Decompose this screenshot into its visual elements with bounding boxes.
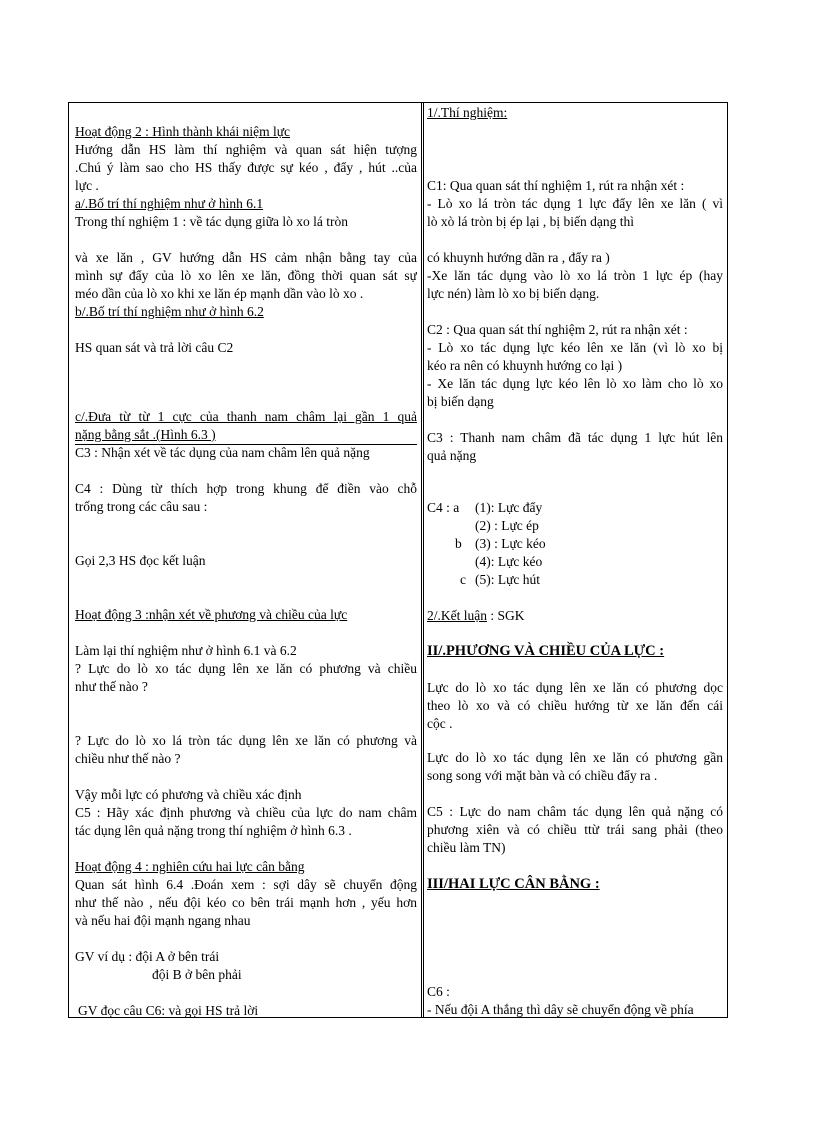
text-line: C1: Qua quan sát thí nghiệm 1, rút ra nhận xét : xyxy=(427,178,685,193)
text-line: C3 : Nhận xét về tác dụng của nam châm lên quả nặng xyxy=(75,445,370,460)
c4-c-label: c xyxy=(460,572,466,587)
section-c-heading-cont: nặng bằng sắt .(Hình 6.3 ) xyxy=(75,427,216,442)
text-line: bị biến dạng xyxy=(427,394,494,409)
text-line: - Lò xo tác dụng lực kéo lên xe lăn (vì lò xo bị xyxy=(427,340,723,355)
text-line: lực . xyxy=(75,178,99,193)
text-line: như thế nào , nếu đội kéo co bên trái mạnh hơn , yếu hơn xyxy=(75,895,417,910)
column-divider xyxy=(421,103,424,1017)
text-line: C5 : Hãy xác định phương và chiều của lực do nam châm xyxy=(75,805,417,820)
c4-b-label: b xyxy=(455,536,462,551)
experiment-heading: 1/.Thí nghiệm: xyxy=(427,105,508,120)
text-line: lực nén) làm lò xo bị biến dạng. xyxy=(427,286,600,301)
conclusion-value: : SGK xyxy=(487,608,525,623)
section-3-heading: III/HAI LỰC CÂN BẰNG : xyxy=(427,876,600,892)
text-line: Gọi 2,3 HS đọc kết luận xyxy=(75,553,206,568)
text-line: mình sự đẩy của lò xo lên xe lăn, đồng thời quan sát sự xyxy=(75,268,417,283)
text-line: song song với mặt bàn và có chiều đẩy ra . xyxy=(427,768,658,783)
activity-2-title: Hoạt động 2 : Hình thành khái niệm lực xyxy=(75,124,291,139)
c4-answer-5: (5): Lực hút xyxy=(475,572,541,587)
activity-3-title: Hoạt động 3 :nhận xét về phương và chiều của lực xyxy=(75,607,348,622)
text-line: C3 : Thanh nam châm đã tác dụng 1 lực hút lên xyxy=(427,430,723,445)
text-line: méo dần của lò xo khi xe lăn ép mạnh dần vào lò xo . xyxy=(75,286,364,301)
text-line: GV ví dụ : đội A ở bên trái xyxy=(75,949,220,964)
text-line: Quan sát hình 6.4 .Đoán xem : sợi dây sẽ chuyển động xyxy=(75,877,417,892)
section-2-heading: II/.PHƯƠNG VÀ CHIỀU CỦA LỰC : xyxy=(427,643,665,659)
text-line: và xe lăn , GV hướng dẫn HS cảm nhận bằng tay của xyxy=(75,250,417,265)
text-line: lò xò lá tròn bị ép lại , bị biến dạng thì xyxy=(427,214,634,229)
text-line: C4 : Dùng từ thích hợp trong khung để điền vào chỗ xyxy=(75,481,417,496)
text-line: C5 : Lực do nam châm tác dụng lên quả nặng có xyxy=(427,804,723,819)
activity-4-title: Hoạt động 4 : nghiên cứu hai lực cân bằng xyxy=(75,859,305,874)
text-line: Làm lại thí nghiệm như ở hình 6.1 và 6.2 xyxy=(75,643,297,658)
text-line: C6 : xyxy=(427,984,450,999)
text-line: C2 : Qua quan sát thí nghiệm 2, rút ra nhận xét : xyxy=(427,322,688,337)
text-line: chiều như thế nào ? xyxy=(75,751,181,766)
lesson-table xyxy=(68,102,728,1018)
text-line: Trong thí nghiệm 1 : về tác dụng giữa lò xo lá tròn xyxy=(75,214,349,229)
c4-a-label: C4 : a xyxy=(427,500,460,515)
text-line: Lực do lò xo tác dụng lên xe lăn có phương gần xyxy=(427,750,723,765)
text-line: tác dụng lên quả nặng trong thí nghiệm ở hình 6.3 . xyxy=(75,823,352,838)
section-b-heading: b/.Bố trí thí nghiệm như ở hình 6.2 xyxy=(75,304,264,319)
text-line: ? Lực do lò xo lá tròn tác dụng lên xe lăn có phương và xyxy=(75,733,417,748)
content-column xyxy=(427,103,723,1017)
c4-answer-1: (1): Lực đẩy xyxy=(475,500,543,515)
text-line: ? Lực do lò xo tác dụng lên xe lăn có phương và chiều xyxy=(75,661,417,676)
text-line: GV đọc câu C6: và gọi HS trả lời xyxy=(78,1003,259,1017)
text-line: Vậy mỗi lực có phương và chiều xác định xyxy=(75,787,302,802)
text-line: HS quan sát và trả lời câu C2 xyxy=(75,340,234,355)
section-c-heading: c/.Đưa từ từ 1 cực của thanh nam châm lại gần 1 quả xyxy=(75,409,417,424)
text-line: chiều làm TN) xyxy=(427,840,506,855)
c4-answer-3: (3) : Lực kéo xyxy=(475,536,546,551)
text-line: Lực do lò xo tác dụng lên xe lăn có phương dọc xyxy=(427,680,723,695)
text-line: quả nặng xyxy=(427,448,477,463)
conclusion-label: 2/.Kết luận xyxy=(427,608,487,623)
text-line: - Nếu đội A thắng thì dây sẽ chuyển động về phía xyxy=(427,1002,694,1017)
text-line: và nếu hai đội mạnh ngang nhau xyxy=(75,913,251,928)
conclusion-line xyxy=(427,607,723,625)
c4-answer-4: (4): Lực kéo xyxy=(475,554,543,569)
text-line: có khuynh hướng dãn ra , đẩy ra ) xyxy=(427,250,610,265)
text-line: - Lò xo lá tròn tác dụng 1 lực đẩy lên xe lăn ( vì xyxy=(427,196,723,211)
text-line: như thế nào ? xyxy=(75,679,148,694)
c4-answer-2: (2) : Lực ép xyxy=(475,518,539,533)
text-line: kéo ra nên có khuynh hướng co lại ) xyxy=(427,358,623,373)
section-a-heading: a/.Bố trí thí nghiệm như ở hình 6.1 xyxy=(75,196,264,211)
text-line: - Xe lăn tác dụng lực kéo lên lò xo làm cho lò xo xyxy=(427,376,723,391)
text-line: -Xe lăn tác dụng vào lò xo lá tròn 1 lực ép (hay xyxy=(427,268,723,283)
text-line: trống trong các câu sau : xyxy=(75,499,208,514)
text-line: phương xiên và có chiều ttừ trái sang phải (theo xyxy=(427,822,723,837)
text-line: Hướng dẫn HS làm thí nghiệm và quan sát hiện tượng xyxy=(75,142,417,157)
teacher-activity-column xyxy=(75,103,417,1017)
text-line: theo lò xo và có chiều hướng từ xe lăn đến cái xyxy=(427,698,723,713)
text-line: .Chú ý làm sao cho HS thấy được sự kéo , đẩy , hút ..của xyxy=(75,160,417,175)
text-line: cộc . xyxy=(427,716,453,731)
text-line: đội B ở bên phải xyxy=(152,967,242,982)
